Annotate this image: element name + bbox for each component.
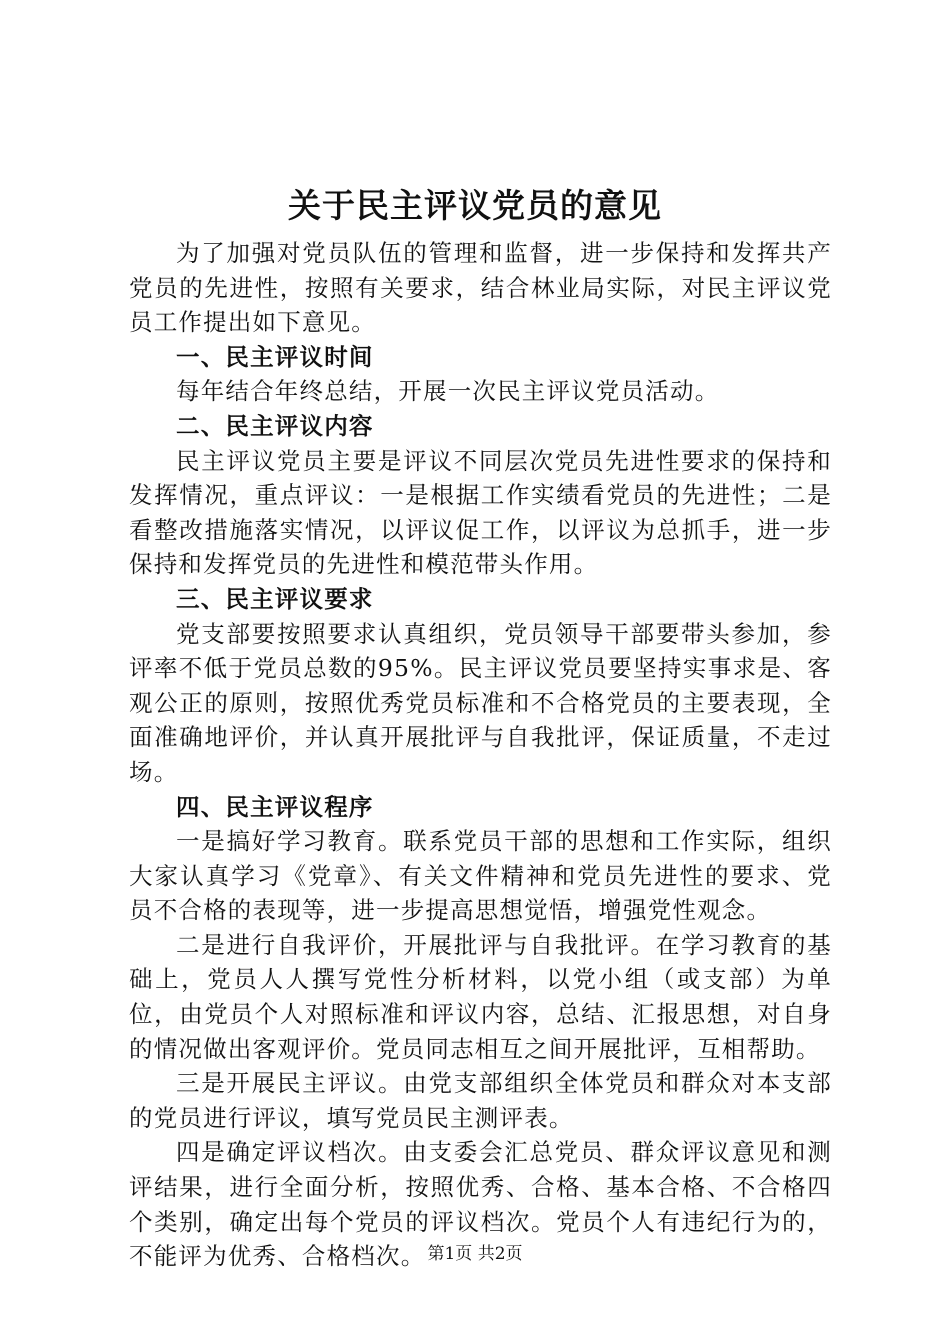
intro-paragraph: 为了加强对党员队伍的管理和监督，进一步保持和发挥共产党员的先进性，按照有关要求，结合林业局实际，对民主评议党员工作提出如下意见。 xyxy=(129,239,832,337)
section-heading-time: 一、民主评议时间 xyxy=(176,342,374,371)
procedure-step-2: 二是进行自我评价，开展批评与自我批评。在学习教育的基础上，党员人人撰写党性分析材料，以党小组（或支部）为单位，由党员个人对照标准和评议内容，总结、汇报思想，对自身的情况做出客观评价。党员同志相互之间开展批评，互相帮助。 xyxy=(129,930,832,1063)
document-title: 关于民主评议党员的意见 xyxy=(288,186,662,225)
section-heading-procedure: 四、民主评议程序 xyxy=(176,792,374,821)
section-heading-content: 二、民主评议内容 xyxy=(176,411,374,440)
section-paragraph-time: 每年结合年终总结，开展一次民主评议党员活动。 xyxy=(176,377,720,406)
document-body xyxy=(129,236,832,1274)
section-paragraph-content: 民主评议党员主要是评议不同层次党员先进性要求的保持和发挥情况，重点评议：一是根据工作实绩看党员的先进性；二是看整改措施落实情况，以评议促工作，以评议为总抓手，进一步保持和发挥党员的先进性和模范带头作用。 xyxy=(129,446,832,579)
procedure-step-3: 三是开展民主评议。由党支部组织全体党员和群众对本支部的党员进行评议，填写党员民主测评表。 xyxy=(129,1069,832,1132)
procedure-step-1: 一是搞好学习教育。联系党员干部的思想和工作实际，组织大家认真学习《党章》、有关文件精神和党员先进性的要求、党员不合格的表现等，进一步提高思想觉悟，增强党性观念。 xyxy=(129,827,832,925)
page-footer: 第1页 共2页 xyxy=(427,1244,523,1264)
section-heading-requirements: 三、民主评议要求 xyxy=(176,584,374,613)
section-paragraph-requirements: 党支部要按照要求认真组织，党员领导干部要带头参加，参评率不低于党员总数的95%。民主评议党员要坚持实事求是、客观公正的原则，按照优秀党员标准和不合格党员的主要表现，全面准确地评价，并认真开展批评与自我批评，保证质量，不走过场。 xyxy=(129,619,832,786)
procedure-step-4: 四是确定评议档次。由支委会汇总党员、群众评议意见和测评结果，进行全面分析，按照优秀、合格、基本合格、不合格四个类别，确定出每个党员的评议档次。党员个人有违纪行为的，不能评为优秀、合格档次。 xyxy=(129,1138,832,1271)
